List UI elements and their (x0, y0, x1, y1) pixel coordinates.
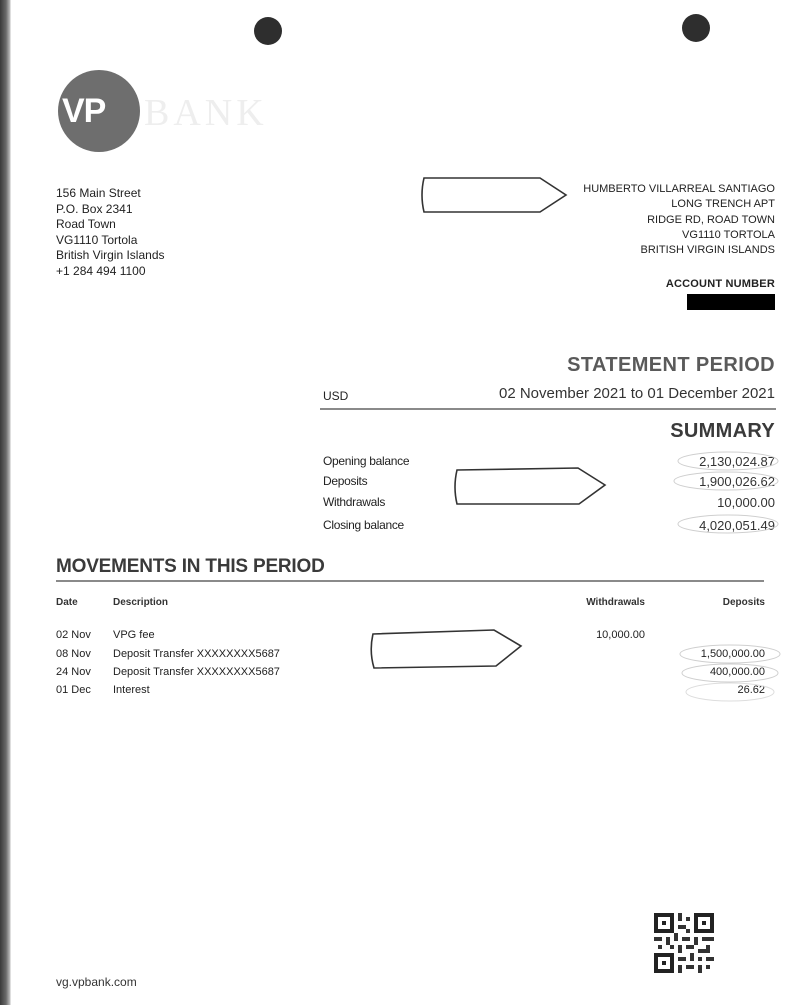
recipient-line: RIDGE RD, ROAD TOWN (647, 213, 775, 226)
summary-label-opening: Opening balance (323, 454, 410, 468)
row-date: 02 Nov (56, 629, 91, 641)
statement-period-range: 02 November 2021 to 01 December 2021 (498, 385, 775, 402)
recipient-line: BRITISH VIRGIN ISLANDS (640, 244, 775, 257)
recipient-line: VG1110 TORTOLA (682, 228, 775, 241)
punch-hole (682, 14, 710, 42)
row-date: 08 Nov (56, 648, 91, 660)
summary-value-deposits: 1,900,026.62 (699, 474, 775, 489)
row-date: 01 Dec (56, 684, 91, 696)
redaction-arrow (452, 464, 608, 508)
scan-edge-shadow (0, 0, 11, 1005)
row-date: 24 Nov (56, 666, 91, 678)
column-header-deposits: Deposits (722, 597, 765, 608)
currency-code: USD (323, 389, 349, 403)
qr-code (654, 913, 714, 973)
recipient-line: LONG TRENCH APT (671, 198, 775, 211)
row-description: Interest (113, 684, 150, 696)
row-deposit: 400,000.00 (709, 666, 765, 678)
address-line: VG1110 Tortola (56, 232, 138, 247)
bank-website: vg.vpbank.com (56, 975, 137, 989)
summary-value-closing: 4,020,051.49 (699, 518, 775, 533)
row-description: Deposit Transfer XXXXXXXX5687 (113, 648, 280, 660)
address-line: P.O. Box 2341 (56, 201, 133, 216)
value-scan-marks (672, 640, 784, 708)
address-line: Road Town (56, 217, 116, 231)
bank-logo (58, 70, 318, 154)
divider (56, 580, 764, 582)
statement-period-title: STATEMENT PERIOD (567, 354, 775, 376)
logo-circle: VP (58, 70, 140, 152)
summary-value-opening: 2,130,024.87 (699, 454, 775, 469)
punch-hole (254, 17, 282, 45)
logo-word: BANK (144, 92, 268, 134)
movements-title: MOVEMENTS IN THIS PERIOD (56, 556, 325, 577)
account-number-redacted (687, 294, 775, 310)
redaction-arrow (368, 626, 524, 672)
column-header-description: Description (113, 597, 169, 608)
row-deposit: 26.62 (737, 684, 765, 696)
row-deposit: 1,500,000.00 (700, 648, 765, 660)
column-header-withdrawals: Withdrawals (586, 597, 645, 608)
address-line: 156 Main Street (56, 186, 141, 200)
recipient-address (583, 182, 775, 258)
summary-label-withdrawals: Withdrawals (323, 495, 386, 509)
address-line: British Virgin Islands (56, 248, 165, 262)
summary-label-closing: Closing balance (323, 518, 404, 532)
redaction-arrow (418, 174, 570, 216)
address-line: +1 284 494 1100 (56, 263, 146, 278)
bank-address (56, 186, 165, 279)
row-description: Deposit Transfer XXXXXXXX5687 (113, 666, 280, 678)
value-scan-marks (668, 448, 780, 540)
summary-title: SUMMARY (670, 420, 775, 442)
column-header-date: Date (56, 597, 78, 608)
row-description: VPG fee (113, 629, 155, 641)
account-number-label: ACCOUNT NUMBER (665, 278, 775, 290)
divider (320, 408, 776, 410)
summary-label-deposits: Deposits (323, 474, 368, 488)
row-withdrawal: 10,000.00 (596, 629, 645, 641)
summary-value-withdrawals: 10,000.00 (717, 495, 775, 510)
recipient-line: HUMBERTO VILLARREAL SANTIAGO (583, 183, 775, 195)
